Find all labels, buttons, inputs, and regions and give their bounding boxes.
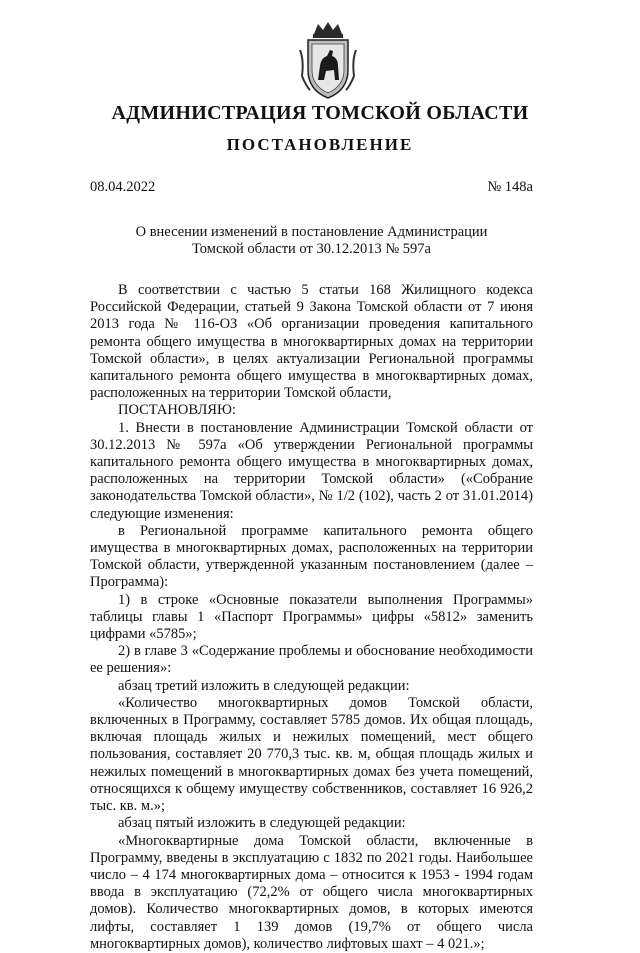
body-paragraph: 2) в главе 3 «Содержание проблемы и обоснование необходимости ее решения»: <box>90 643 533 677</box>
body-paragraph: в Региональной программе капитального ремонта общего имущества в многоквартирных домах, расположенных на территории Томской области, утвержденной указанным постановлением (далее – Программа): <box>90 522 533 591</box>
document-body <box>90 282 533 953</box>
document-number: № 148а <box>487 179 533 195</box>
subject-line: О внесении изменений в постановление Администрации <box>135 224 488 240</box>
body-paragraph: абзац пятый изложить в следующей редакции: <box>118 815 406 832</box>
body-paragraph: «Многоквартирные дома Томской области, включенные в Программу, введены в эксплуатацию с 1832 по 2021 годы. Наибольшее число – 4 174 многоквартирных дома – относится к 1953 - 1994 годам ввода в эксплуатацию (72,2% от общего числа многоквартирных домов). Количество многоквартирных домов, в которых имеются лифты, составляет 1 139 домов (19,7% от общего числа многоквартирных домов), количество лифтовых шахт – 4 021.»; <box>90 832 533 952</box>
body-paragraph: «Количество многоквартирных домов Томской области, включенных в Программу, составляет 5785 домов. Их общая площадь, включая площадь жилых и нежилых помещений, мест общего пользования, составляет 20 770,3 тыс. кв. м, общая площадь жилых и нежилых помещений в многоквартирных домах без учета помещений, относящихся к общему имуществу собственников, составляет 16 926,2 тыс. кв. м.»; <box>90 694 533 815</box>
tomsk-region-coat-of-arms-icon <box>296 20 360 100</box>
body-paragraph: 1) в строке «Основные показатели выполнения Программы» таблицы главы 1 «Паспорт Программы» цифры «5812» заменить цифрами «5785»; <box>90 591 533 643</box>
body-paragraph: 1. Внести в постановление Администрации Томской области от 30.12.2013 № 597а «Об утверждении Региональной программы капитального ремонта общего имущества в многоквартирных домах, расположенных на территории Томской области» («Собрание законодательства Томской области», № 1/2 (102), часть 2 от 31.01.2014) следующие изменения: <box>90 419 533 522</box>
resolution-keyword: ПОСТАНОВЛЯЮ: <box>118 402 236 419</box>
body-paragraph: В соответствии с частью 5 статьи 168 Жилищного кодекса Российской Федерации, статьей 9 Закона Томской области от 7 июня 2013 года № 116-ОЗ «Об организации проведения капитального ремонта общего имущества в многоквартирных домах на территории Томской области», в целях актуализации Региональной программы капитального ремонта общего имущества в многоквартирных домах, расположенных на территории Томской области, <box>90 282 533 402</box>
document-type: ПОСТАНОВЛЕНИЕ <box>226 135 414 154</box>
organization-title: АДМИНИСТРАЦИЯ ТОМСКОЙ ОБЛАСТИ <box>111 102 529 124</box>
body-paragraph: абзац третий изложить в следующей редакции: <box>118 677 410 694</box>
subject-line: Томской области от 30.12.2013 № 597а <box>192 241 431 257</box>
document-date: 08.04.2022 <box>90 179 156 195</box>
document-subject <box>90 224 533 258</box>
